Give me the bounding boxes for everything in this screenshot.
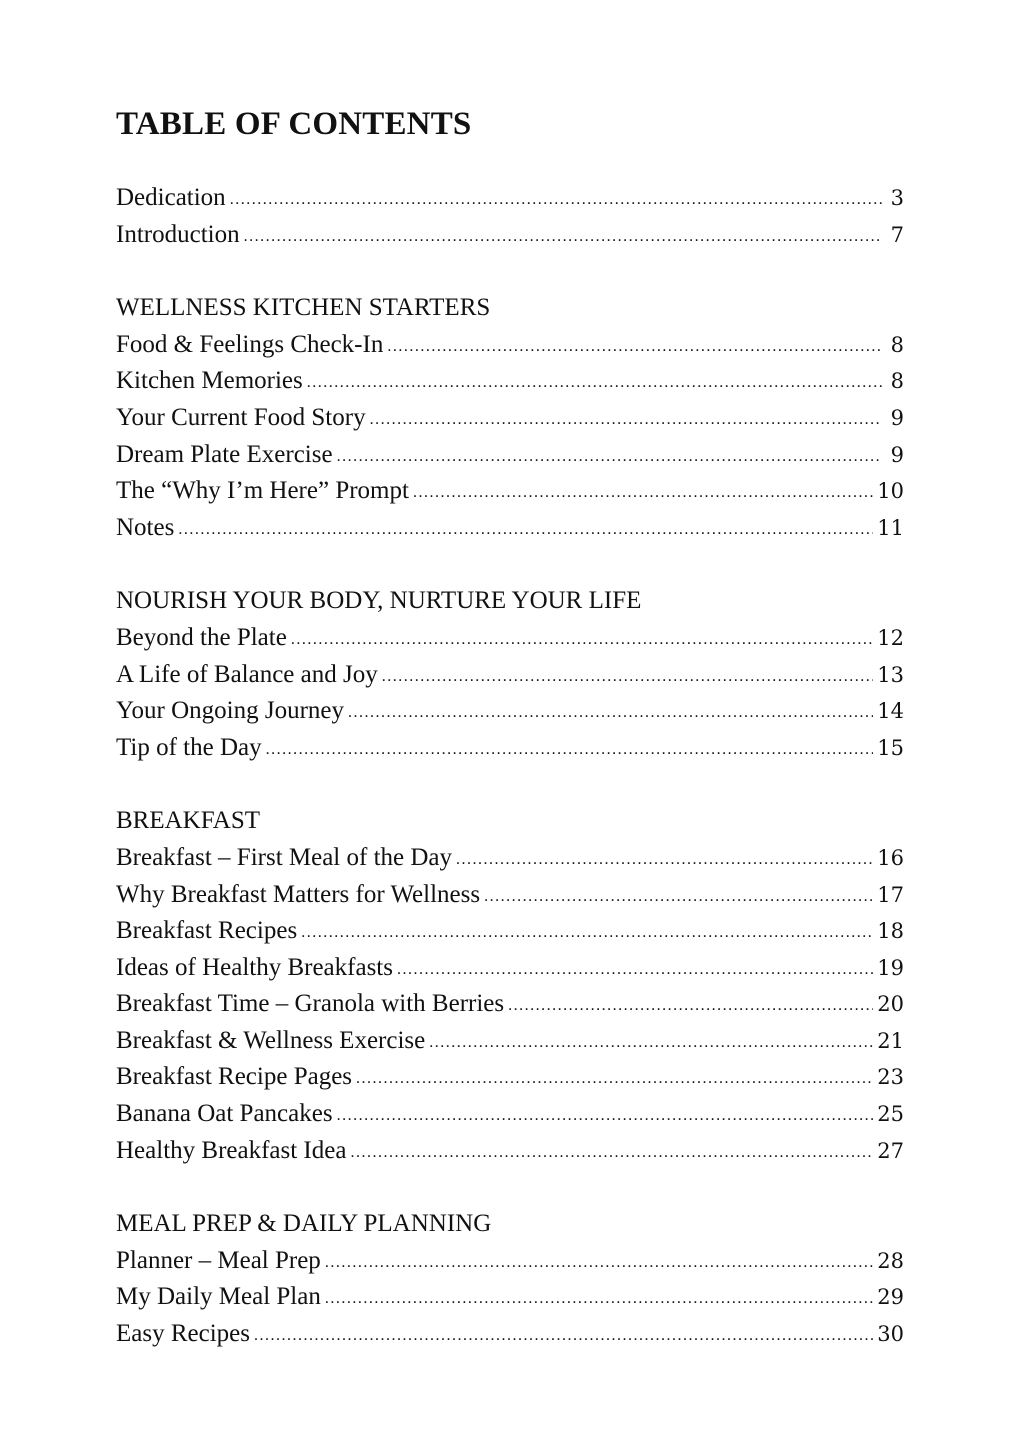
toc-leader-dots xyxy=(230,179,882,219)
toc-entry-label: The “Why I’m Here” Prompt xyxy=(116,477,409,505)
toc-entry-label: Tip of the Day xyxy=(116,733,262,761)
toc-entry-page: 14 xyxy=(877,699,904,724)
toc-entry-label: Planner – Meal Prep xyxy=(116,1246,321,1274)
toc-entry[interactable] xyxy=(116,510,916,547)
toc-entry-page: 28 xyxy=(877,1248,904,1273)
toc-entry-label: Breakfast Recipe Pages xyxy=(116,1063,353,1091)
toc-entry-page: 17 xyxy=(877,882,904,907)
toc-leader-dots xyxy=(307,362,882,402)
toc-entry-page: 30 xyxy=(877,1322,904,1347)
toc-leader-dots xyxy=(397,949,873,989)
toc-leader-dots xyxy=(456,839,873,879)
toc-leader-dots xyxy=(337,1095,874,1135)
toc-entry[interactable] xyxy=(116,1096,916,1133)
toc-leader-dots xyxy=(178,509,873,549)
toc-entry-page: 12 xyxy=(877,625,904,650)
page-title: TABLE OF CONTENTS xyxy=(116,106,472,142)
toc-entry-page: 19 xyxy=(877,955,904,980)
toc-leader-dots xyxy=(382,656,874,696)
toc-entry-label: My Daily Meal Plan xyxy=(116,1283,321,1311)
toc-entry[interactable] xyxy=(116,1023,916,1060)
toc-section-nourish-your-body xyxy=(116,583,916,766)
section-heading: MEAL PREP & DAILY PLANNING xyxy=(116,1210,492,1238)
toc-entry-page: 23 xyxy=(877,1065,904,1090)
toc-entry[interactable] xyxy=(116,620,916,657)
toc-section-wellness-kitchen-starters xyxy=(116,290,916,546)
toc-entry-label: Kitchen Memories xyxy=(116,367,303,395)
toc-entry-page: 15 xyxy=(877,735,904,760)
toc-entry[interactable] xyxy=(116,473,916,510)
toc-entry-label: Breakfast – First Meal of the Day xyxy=(116,843,453,871)
toc-leader-dots xyxy=(350,1132,873,1172)
toc-entry[interactable] xyxy=(116,437,916,474)
toc-entry[interactable] xyxy=(116,1243,916,1280)
toc-entry[interactable] xyxy=(116,657,916,694)
toc-section-meal-prep xyxy=(116,1206,916,1352)
toc-entry-page: 18 xyxy=(877,919,904,944)
toc-entry-label: Healthy Breakfast Idea xyxy=(116,1136,347,1164)
toc-entry-label: Notes xyxy=(116,513,175,541)
toc-leader-dots xyxy=(370,399,882,439)
toc-section-front-matter xyxy=(116,180,916,253)
toc-entry-page: 10 xyxy=(877,479,904,504)
toc-entry[interactable] xyxy=(116,1316,916,1353)
toc-leader-dots xyxy=(325,1278,873,1318)
toc-entry-page: 21 xyxy=(877,1028,904,1053)
toc-entry-page: 13 xyxy=(877,662,904,687)
toc-entry-label: Introduction xyxy=(116,220,240,248)
toc-entry-label: Why Breakfast Matters for Wellness xyxy=(116,880,481,908)
toc-entry[interactable] xyxy=(116,400,916,437)
toc-entry-page: 27 xyxy=(877,1138,904,1163)
toc-leader-dots xyxy=(484,876,873,916)
toc-entry[interactable] xyxy=(116,986,916,1023)
toc-entry-label: Dream Plate Exercise xyxy=(116,440,333,468)
toc-entry-label: Beyond the Plate xyxy=(116,623,287,651)
toc-entry-page: 25 xyxy=(877,1102,904,1127)
toc-leader-dots xyxy=(325,1242,873,1282)
toc-leader-dots xyxy=(254,1315,873,1355)
toc-entry[interactable] xyxy=(116,327,916,364)
section-heading: BREAKFAST xyxy=(116,807,261,835)
toc-entry-label: Breakfast & Wellness Exercise xyxy=(116,1026,426,1054)
toc-entry-label: Breakfast Time – Granola with Berries xyxy=(116,990,505,1018)
toc-entry-label: Food & Feelings Check-In xyxy=(116,330,384,358)
toc-entry[interactable] xyxy=(116,693,916,730)
toc-entry[interactable] xyxy=(116,217,916,254)
toc-entry-page: 29 xyxy=(877,1285,904,1310)
toc-entry-page: 16 xyxy=(877,845,904,870)
toc-leader-dots xyxy=(387,326,882,366)
toc-entry-page: 8 xyxy=(890,332,904,357)
toc-leader-dots xyxy=(348,692,873,732)
toc-entry-label: Banana Oat Pancakes xyxy=(116,1100,333,1128)
toc-entry-label: Easy Recipes xyxy=(116,1320,250,1348)
toc-entry[interactable] xyxy=(116,730,916,767)
toc-entry-page: 7 xyxy=(890,222,904,247)
toc-leader-dots xyxy=(266,729,874,769)
toc-leader-dots xyxy=(429,1022,873,1062)
toc-entry-label: Breakfast Recipes xyxy=(116,917,298,945)
section-heading: NOURISH YOUR BODY, NURTURE YOUR LIFE xyxy=(116,587,642,615)
toc-leader-dots xyxy=(337,436,882,476)
toc-section-breakfast xyxy=(116,803,916,1169)
toc-entry-label: Ideas of Healthy Breakfasts xyxy=(116,953,393,981)
toc-entry[interactable] xyxy=(116,950,916,987)
toc-leader-dots xyxy=(508,985,873,1025)
toc-entry[interactable] xyxy=(116,1059,916,1096)
toc-entry-page: 20 xyxy=(877,992,904,1017)
toc-leader-dots xyxy=(291,619,873,659)
toc-leader-dots xyxy=(301,912,873,952)
toc-entry-label: Your Ongoing Journey xyxy=(116,697,345,725)
toc-entry-page: 9 xyxy=(890,405,904,430)
toc-entry-page: 11 xyxy=(877,515,904,540)
toc-entry[interactable] xyxy=(116,363,916,400)
toc-entry-label: Your Current Food Story xyxy=(116,403,366,431)
toc-entry[interactable] xyxy=(116,1133,916,1170)
toc-entry[interactable] xyxy=(116,1279,916,1316)
toc-entry-page: 8 xyxy=(890,369,904,394)
toc-leader-dots xyxy=(244,216,882,256)
toc-leader-dots xyxy=(356,1058,873,1098)
toc-entry-label: Dedication xyxy=(116,184,226,211)
toc-entry-label: A Life of Balance and Joy xyxy=(116,660,378,688)
toc-page xyxy=(116,104,916,1390)
toc-entry[interactable] xyxy=(116,840,916,877)
toc-leader-dots xyxy=(413,472,873,512)
toc-entry-page: 9 xyxy=(890,442,904,467)
toc-entry[interactable] xyxy=(116,877,916,914)
section-heading: WELLNESS KITCHEN STARTERS xyxy=(116,294,491,322)
toc-entry[interactable] xyxy=(116,180,916,217)
toc-entry[interactable] xyxy=(116,913,916,950)
toc-entry-page: 3 xyxy=(890,186,904,210)
